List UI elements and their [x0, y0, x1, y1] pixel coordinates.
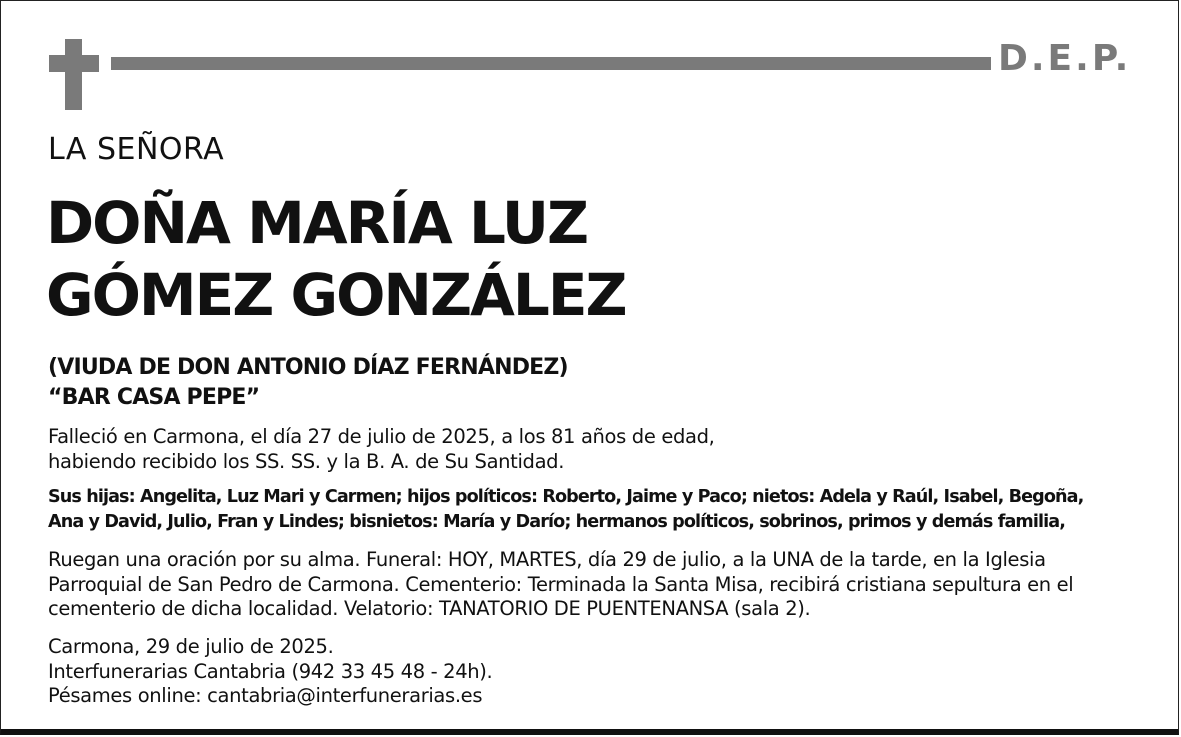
text-line: Carmona, 29 de julio de 2025.	[48, 635, 334, 658]
text-line: Interfunerarias Cantabria (942 33 45 48 - 24h).	[48, 659, 493, 683]
cross-icon-bar	[49, 55, 99, 72]
death-paragraph	[48, 425, 714, 474]
text-line: Ruegan una oración por su alma. Funeral: HOY, MARTES, día 29 de julio, a la UNA de la tarde, en la Iglesia	[48, 548, 1046, 571]
name-line: DOÑA MARÍA LUZ	[46, 189, 588, 257]
text-line: Falleció en Carmona, el día 27 de julio de 2025, a los 81 años de edad,	[48, 425, 715, 448]
header-rule	[111, 57, 991, 70]
deceased-name	[46, 187, 626, 331]
text-line: habiendo recibido los SS. SS. y la B. A. de Su Santidad.	[48, 449, 565, 473]
intro-label: LA SEÑORA	[48, 132, 225, 167]
text-line: Parroquial de San Pedro de Carmona. Cementerio: Terminada la Santa Misa, recibirá cristiana sepultura en el	[48, 572, 1074, 596]
cross-icon	[65, 39, 82, 110]
text-line: Pésames online: cantabria@interfunerarias.es	[48, 684, 483, 707]
nickname-line: “BAR CASA PEPE”	[48, 385, 260, 410]
family-paragraph	[48, 485, 1083, 534]
text-line: Sus hijas: Angelita, Luz Mari y Carmen; hijos políticos: Roberto, Jaime y Paco; nietos: Adela y Raúl, Isabel, Begoña,	[48, 487, 1084, 507]
widow-of-line: (VIUDA DE DON ANTONIO DÍAZ FERNÁNDEZ)	[48, 355, 568, 380]
text-line: Ana y David, Julio, Fran y Lindes; bisnietos: María y Darío; hermanos políticos, sobrinos, primos y demás familia,	[48, 511, 1066, 532]
dep-label: D.E.P.	[998, 38, 1132, 79]
name-line: GÓMEZ GONZÁLEZ	[46, 261, 626, 329]
footer-paragraph	[48, 635, 492, 709]
text-line: cementerio de dicha localidad. Velatorio: TANATORIO DE PUENTENANSA (sala 2).	[48, 597, 811, 620]
funeral-paragraph	[48, 548, 1073, 622]
